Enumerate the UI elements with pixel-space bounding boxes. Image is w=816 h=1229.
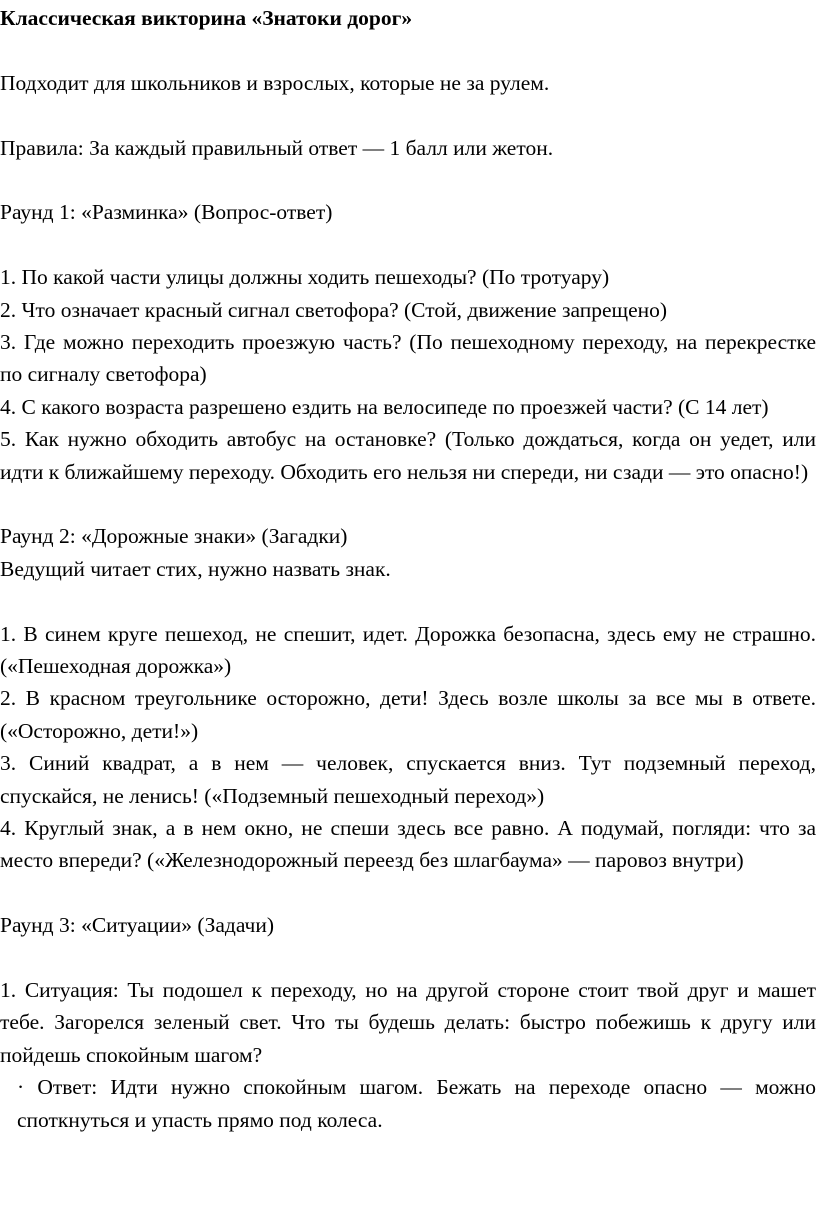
spacer [0,585,816,617]
round3-situation-1: 1. Ситуация: Ты подошел к переходу, но на другой стороне стоит твой друг и машет тебе. Загорелся зеленый свет. Что ты будешь делать: быстро побежишь к другу или пойдешь спокойным шагом? [0,978,816,1067]
round3-answer-1: · Ответ: Идти нужно спокойным шагом. Бежать на переходе опасно — можно споткнуться и упасть прямо под колеса. [17,1075,816,1132]
spacer [0,488,816,520]
spacer [0,942,816,974]
spacer [0,99,816,131]
spacer [0,877,816,909]
spacer [0,164,816,196]
spacer [0,229,816,261]
spacer [0,34,816,66]
round1-question-3: 3. Где можно переходить проезжую часть? (По пешеходному переходу, на перекрестке по сигналу светофора) [0,330,816,387]
round1-question-5: 5. Как нужно обходить автобус на остановке? (Только дождаться, когда он уедет, или идти к ближайшему переходу. Обходить его нельзя ни спереди, ни сзади — это опасно!) [0,427,816,484]
round1-question-1: 1. По какой части улицы должны ходить пешеходы? (По тротуару) [0,265,610,290]
audience-text: Подходит для школьников и взрослых, которые не за рулем. [0,70,550,95]
round2-riddle-2: 2. В красном треугольнике осторожно, дети! Здесь возле школы за все мы в ответе. («Осторожно, дети!») [0,686,816,743]
rules-text: Правила: За каждый правильный ответ — 1 балл или жетон. [0,135,554,160]
round1-heading: Раунд 1: «Разминка» (Вопрос-ответ) [0,200,333,225]
round3-heading: Раунд 3: «Ситуации» (Задачи) [0,913,275,938]
round2-riddle-4: 4. Круглый знак, а в нем окно, не спеши здесь все равно. А подумай, погляди: что за место впереди? («Железнодорожный переезд без шлагбаума» — паровоз внутри) [0,816,816,873]
round1-question-2: 2. Что означает красный сигнал светофора? (Стой, движение запрещено) [0,297,668,322]
round2-heading: Раунд 2: «Дорожные знаки» (Загадки) [0,524,348,549]
round2-riddle-1: 1. В синем круге пешеход, не спешит, идет. Дорожка безопасна, здесь ему не страшно. («Пешеходная дорожка») [0,621,816,679]
round2-riddle-3: 3. Синий квадрат, а в нем — человек, спускается вниз. Тут подземный переход, спускайся, не ленись! («Подземный пешеходный переход») [0,751,816,808]
round2-intro: Ведущий читает стих, нужно назвать знак. [0,556,391,581]
document-title: Классическая викторина «Знатоки дорог» [0,6,413,30]
round1-question-4: 4. С какого возраста разрешено ездить на велосипеде по проезжей части? (С 14 лет) [0,394,769,419]
